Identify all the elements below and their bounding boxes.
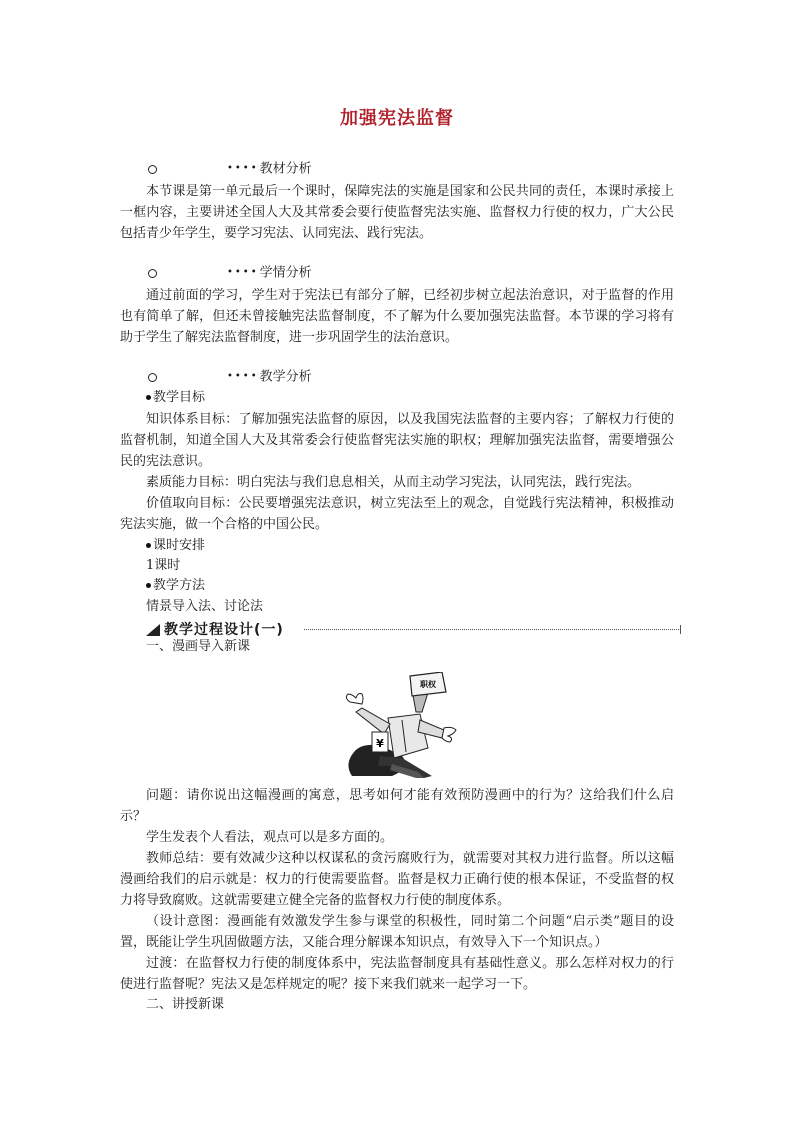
- circle-icon: [148, 373, 157, 382]
- goals-bullet: [146, 388, 205, 408]
- section-heading-student: [148, 264, 312, 282]
- goals-label: 教学目标: [153, 390, 206, 405]
- dots-icon: ••••: [227, 163, 259, 174]
- teacher-summary-paragraph: 教师总结：要有效减少这种以权谋私的贪污腐败行为，就需要对其权力进行监督。所以这幅漫画给我们的启示就是：权力的行使需要监督。监督是权力正确行使的根本保证，不受监督的权力将导致腐败。这就需要建立健全完备的监督权力行使的制度体系。: [120, 851, 674, 908]
- section-heading-teaching: [148, 368, 312, 386]
- transition-paragraph: 过渡：在监督权力行使的制度体系中，宪法监督制度具有基础性意义。那么怎样对权力的行使进行监督呢？宪法又是怎样规定的呢？接下来我们就来一起学习一下。: [120, 956, 674, 992]
- circle-icon: [148, 165, 157, 174]
- cartoon-label-text: 职权: [420, 680, 436, 689]
- method-bullet: [146, 576, 205, 596]
- dots-icon: ••••: [227, 267, 259, 278]
- question-paragraph: 问题：请你说出这幅漫画的寓意，思考如何才能有效预防漫画中的行为？这给我们什么启示？: [120, 788, 674, 824]
- hours-label: 课时安排: [153, 538, 206, 553]
- step-one: 一、漫画导入新课: [146, 639, 251, 654]
- bullet-icon: [146, 583, 151, 588]
- design-heading: 教学过程设计(一): [164, 622, 284, 638]
- corruption-cartoon-image: [332, 672, 468, 780]
- triangle-icon: [146, 624, 160, 636]
- student-view-paragraph: 学生发表个人看法，观点可以是多方面的。: [146, 830, 394, 845]
- section-heading-label: 教材分析: [259, 161, 312, 177]
- method-label: 教学方法: [153, 578, 206, 593]
- section-heading-label: 教学分析: [259, 369, 312, 385]
- hours-bullet: [146, 536, 205, 556]
- textbook-analysis-paragraph: 本节课是第一单元最后一个课时，保障宪法的实施是国家和公民共同的责任，本课时承接上一框内容，主要讲述全国人大及其常委会要行使监督宪法实施、监督权力行使的权力，广大公民包括青少年学生，要学习宪法、认同宪法、践行宪法。: [120, 184, 674, 241]
- hours-value: 1课时: [146, 558, 181, 573]
- cartoon-money-text: ¥: [376, 737, 384, 750]
- method-value: 情景导入法、讨论法: [146, 599, 264, 614]
- section-heading-textbook: [148, 160, 312, 178]
- bullet-icon: [146, 543, 151, 548]
- rule-end-tick: [680, 625, 681, 634]
- section-heading-label: 学情分析: [259, 265, 312, 281]
- goal-value: 价值取向目标：公民要增强宪法意识，树立宪法至上的观念，自觉践行宪法精神，积极推动宪法实施，做一个合格的中国公民。: [120, 496, 674, 532]
- student-analysis-paragraph: 通过前面的学习，学生对于宪法已有部分了解，已经初步树立起法治意识，对于监督的作用也有简单了解，但还未曾接触宪法监督制度，不了解为什么要加强宪法监督。本节课的学习将有助于学生了解宪法监督制度，进一步巩固学生的法治意识。: [120, 288, 674, 345]
- step-two: 二、讲授新课: [146, 997, 225, 1012]
- design-section-bar: [146, 620, 681, 638]
- dotted-rule: [304, 629, 681, 630]
- dots-icon: ••••: [227, 371, 259, 382]
- goal-ability: 素质能力目标：明白宪法与我们息息相关，从而主动学习宪法，认同宪法，践行宪法。: [146, 475, 641, 490]
- goal-knowledge: 知识体系目标：了解加强宪法监督的原因，以及我国宪法监督的主要内容；了解权力行使的监督机制，知道全国人大及其常委会行使监督宪法实施的职权；理解加强宪法监督，需要增强公民的宪法意识。: [120, 412, 674, 469]
- page-title: 加强宪法监督: [340, 108, 454, 129]
- design-intent-paragraph: （设计意图：漫画能有效激发学生参与课堂的积极性，同时第二个问题“启示类”题目的设置，既能让学生巩固做题方法，又能合理分解课本知识点，有效导入下一个知识点。）: [120, 914, 674, 950]
- bullet-icon: [146, 395, 151, 400]
- circle-icon: [148, 269, 157, 278]
